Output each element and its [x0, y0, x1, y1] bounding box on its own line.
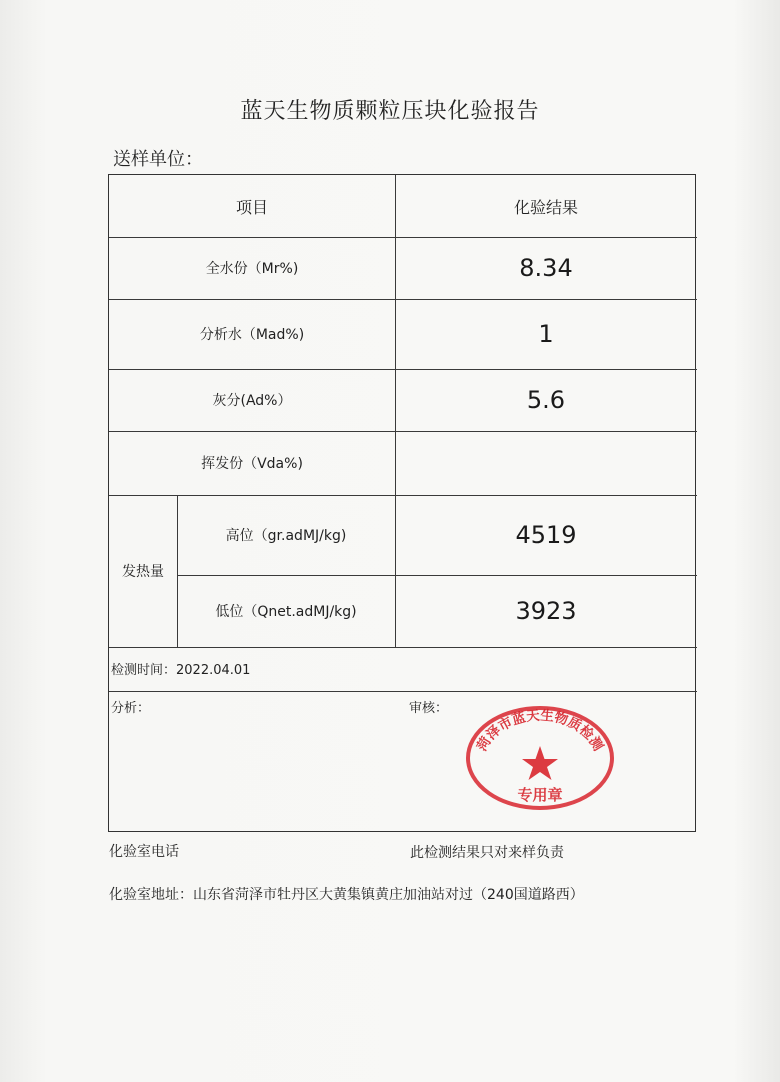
svg-text:专用章: 专用章	[517, 786, 563, 804]
row-value-ash: 5.6	[526, 386, 566, 414]
analysis-label: 分析：	[111, 701, 151, 716]
row-label-gross-heat: 高位（gr.adMJ/kg)	[225, 528, 347, 544]
row-value-gross-heat: 4519	[515, 521, 577, 549]
lab-address: 化验室地址：山东省菏泽市牡丹区大黄集镇黄庄加油站对过（240国道路西）	[109, 887, 584, 903]
heat-group-label: 发热量	[122, 564, 164, 580]
sender-label: 送样单位：	[113, 149, 203, 170]
header-item: 项目	[235, 197, 268, 217]
review-label: 审核：	[409, 701, 449, 716]
row-value-analysis-moisture: 1	[538, 320, 554, 348]
row-label-analysis-moisture: 分析水（Mad%)	[199, 327, 305, 343]
report-title: 蓝天生物质颗粒压块化验报告	[240, 99, 540, 124]
row-value-total-moisture: 8.34	[519, 254, 573, 282]
lab-phone-label: 化验室电话	[109, 844, 179, 860]
test-time: 检测时间：2022.04.01	[111, 663, 251, 678]
official-seal-stamp	[464, 704, 616, 812]
disclaimer: 此检测结果只对来样负责	[410, 845, 564, 861]
row-label-ash: 灰分(Ad%）	[212, 393, 292, 409]
row-label-total-moisture: 全水份（Mr%)	[205, 261, 299, 277]
row-value-net-heat: 3923	[515, 597, 577, 625]
row-value-volatile	[395, 431, 697, 495]
svg-text:菏泽市蓝天生物质检测: 菏泽市蓝天生物质检测	[473, 707, 607, 754]
header-result: 化验结果	[513, 197, 578, 217]
row-label-net-heat: 低位（Qnet.adMJ/kg)	[215, 604, 357, 620]
row-label-volatile: 挥发份（Vda%)	[201, 456, 303, 472]
